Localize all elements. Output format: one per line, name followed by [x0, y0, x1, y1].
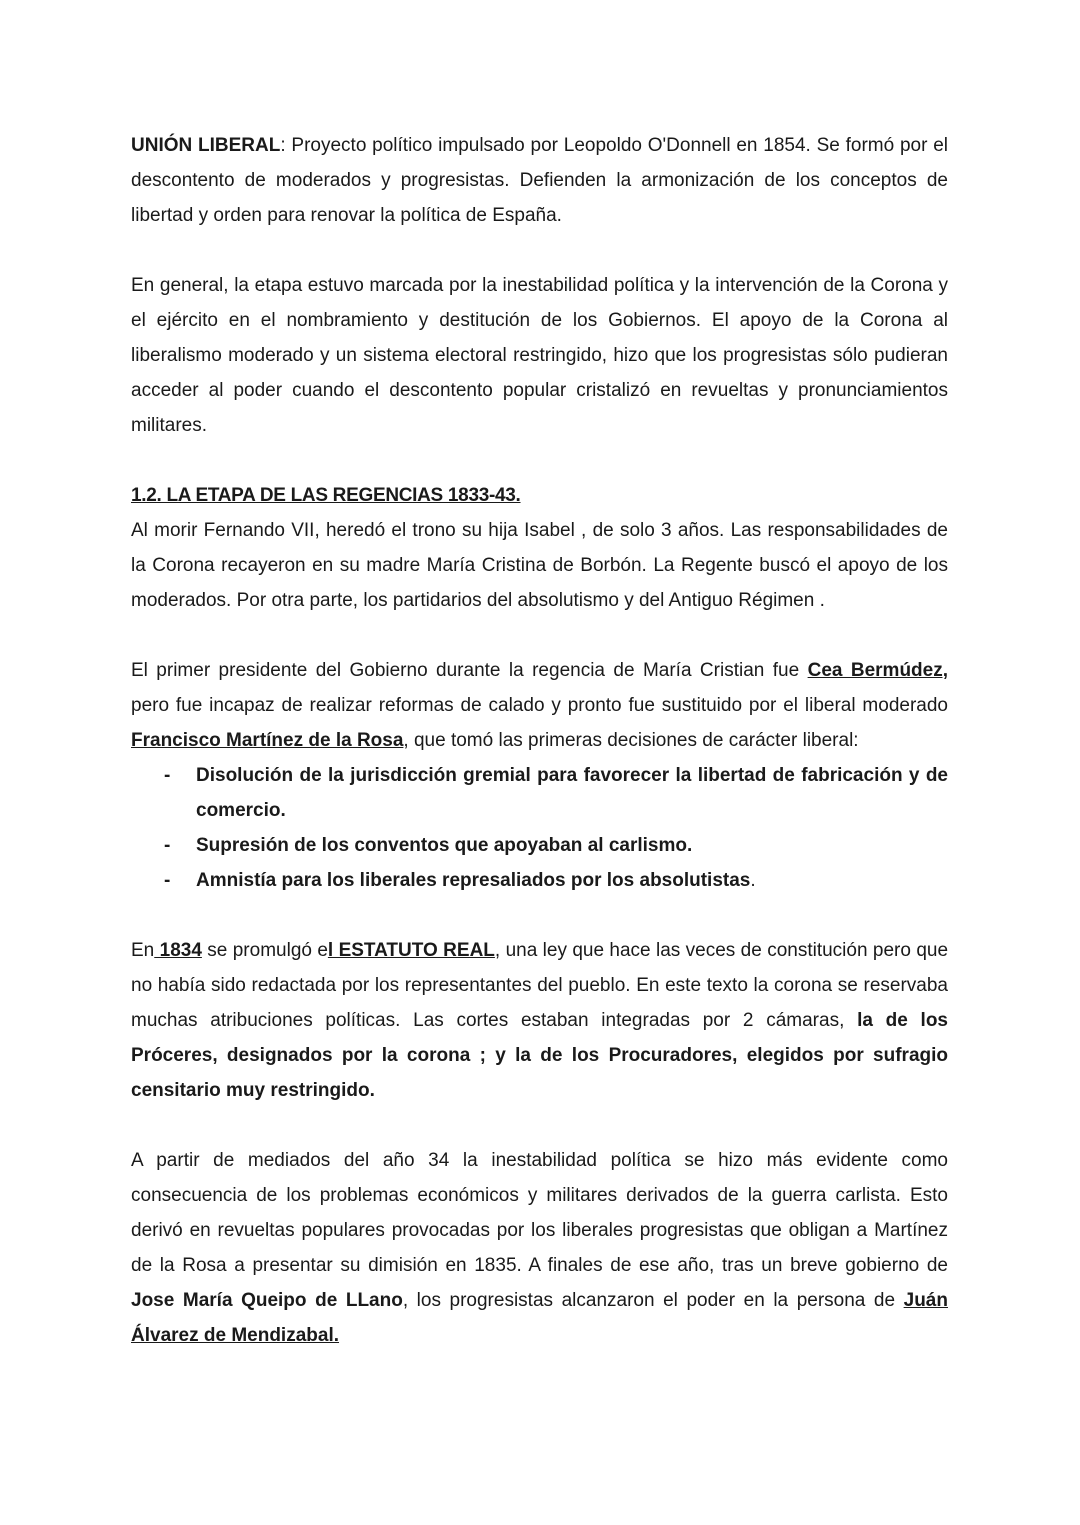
- general-paragraph: En general, la etapa estuvo marcada por la inestabilidad política y la intervención de la Corona y el ejército en el nombramiento y destitución de los Gobiernos. El apoyo de la Corona al liberalismo moderado y un sistema electoral restringido, hizo que los progresistas sólo pudieran acceder al poder cuando el descontento popular cristalizó en revueltas y pronunciamientos militares.: [131, 275, 948, 436]
- section-heading: 1.2. LA ETAPA DE LAS REGENCIAS 1833-43.: [131, 485, 521, 506]
- presidente-text-2: pero fue incapaz de realizar reformas de calado y pronto fue sustituido por el liberal moderado: [131, 695, 948, 716]
- martinez-de-la-rosa-name: Francisco Martínez de la Rosa: [131, 730, 404, 751]
- list-item-tail: .: [750, 870, 756, 891]
- estatuto-text-1: En: [131, 940, 155, 961]
- bullet-dash: -: [164, 835, 171, 856]
- union-liberal-term: UNIÓN LIBERAL: [131, 135, 281, 156]
- list-item: [131, 758, 948, 828]
- list-item: [131, 828, 948, 863]
- cortes-chambers-text: la de los Próceres, designados por la corona ; y la de los Procuradores, elegidos por sufragio censitario muy restringido.: [131, 1010, 948, 1101]
- list-item-text: Amnistía para los liberales represaliados por los absolutistas: [196, 870, 751, 891]
- estatuto-real-title: l ESTATUTO REAL: [327, 940, 495, 961]
- regencias-paragraph: Al morir Fernando VII, heredó el trono su hija Isabel , de solo 3 años. Las responsabilidades de la Corona recayeron en su madre María Cristina de Borbón. La Regente buscó el apoyo de los moderados. Por otra parte, los partidarios del absolutismo y del Antiguo Régimen .: [131, 520, 948, 611]
- list-item-text: Disolución de la jurisdicción gremial para favorecer la libertad de fabricación y de comercio.: [196, 765, 948, 821]
- list-item: [131, 863, 948, 898]
- spacer: [131, 233, 948, 268]
- union-liberal-paragraph: [131, 128, 948, 233]
- presidente-text-1: El primer presidente del Gobierno durante la regencia de María Cristian fue: [131, 660, 808, 681]
- union-liberal-text: : Proyecto político impulsado por Leopoldo O'Donnell en 1854. Se formó por el descontento de moderados y progresistas. Defienden la armonización de los conceptos de libertad y orden para renovar la política de España.: [131, 135, 949, 226]
- presidente-paragraph: [131, 653, 948, 758]
- spacer: [131, 618, 948, 653]
- estatuto-paragraph: [131, 933, 948, 1108]
- spacer: [131, 1108, 948, 1143]
- presidente-text-3: , que tomó las primeras decisiones de carácter liberal:: [403, 730, 859, 751]
- final-paragraph: [131, 1143, 948, 1353]
- liberal-decisions-list: [131, 758, 948, 898]
- final-text-1: A partir de mediados del año 34 la inestabilidad política se hizo más evidente como consecuencia de los problemas económicos y militares derivados de la guerra carlista. Esto derivó en revueltas populares provocadas por los liberales progresistas que obligan a Martínez de la Rosa a presentar su dimisión en 1835. A finales de ese año, tras un breve gobierno de: [131, 1150, 948, 1276]
- document-page: [131, 128, 948, 1353]
- list-item-text: Supresión de los conventos que apoyaban al carlismo.: [196, 835, 693, 856]
- estatuto-year: 1834: [154, 940, 202, 961]
- final-text-2: , los progresistas alcanzaron el poder en la persona de: [402, 1290, 904, 1311]
- queipo-de-llano-name: Jose María Queipo de LLano: [131, 1290, 403, 1311]
- estatuto-text-2: se promulgó e: [201, 940, 328, 961]
- bullet-dash: -: [164, 765, 171, 786]
- spacer: [131, 443, 948, 478]
- mendizabal-name: Juán Álvarez de Mendizabal.: [131, 1290, 948, 1346]
- bullet-dash: -: [164, 870, 171, 891]
- cea-bermudez-name: Cea Bermúdez,: [807, 660, 948, 681]
- estatuto-text-3: , una ley que hace las veces de constitución pero que no había sido redactada por los representantes del pueblo. En este texto la corona se reservaba muchas atribuciones políticas. Las cortes estaban integradas por 2 cámaras,: [131, 940, 949, 1031]
- spacer: [131, 898, 948, 933]
